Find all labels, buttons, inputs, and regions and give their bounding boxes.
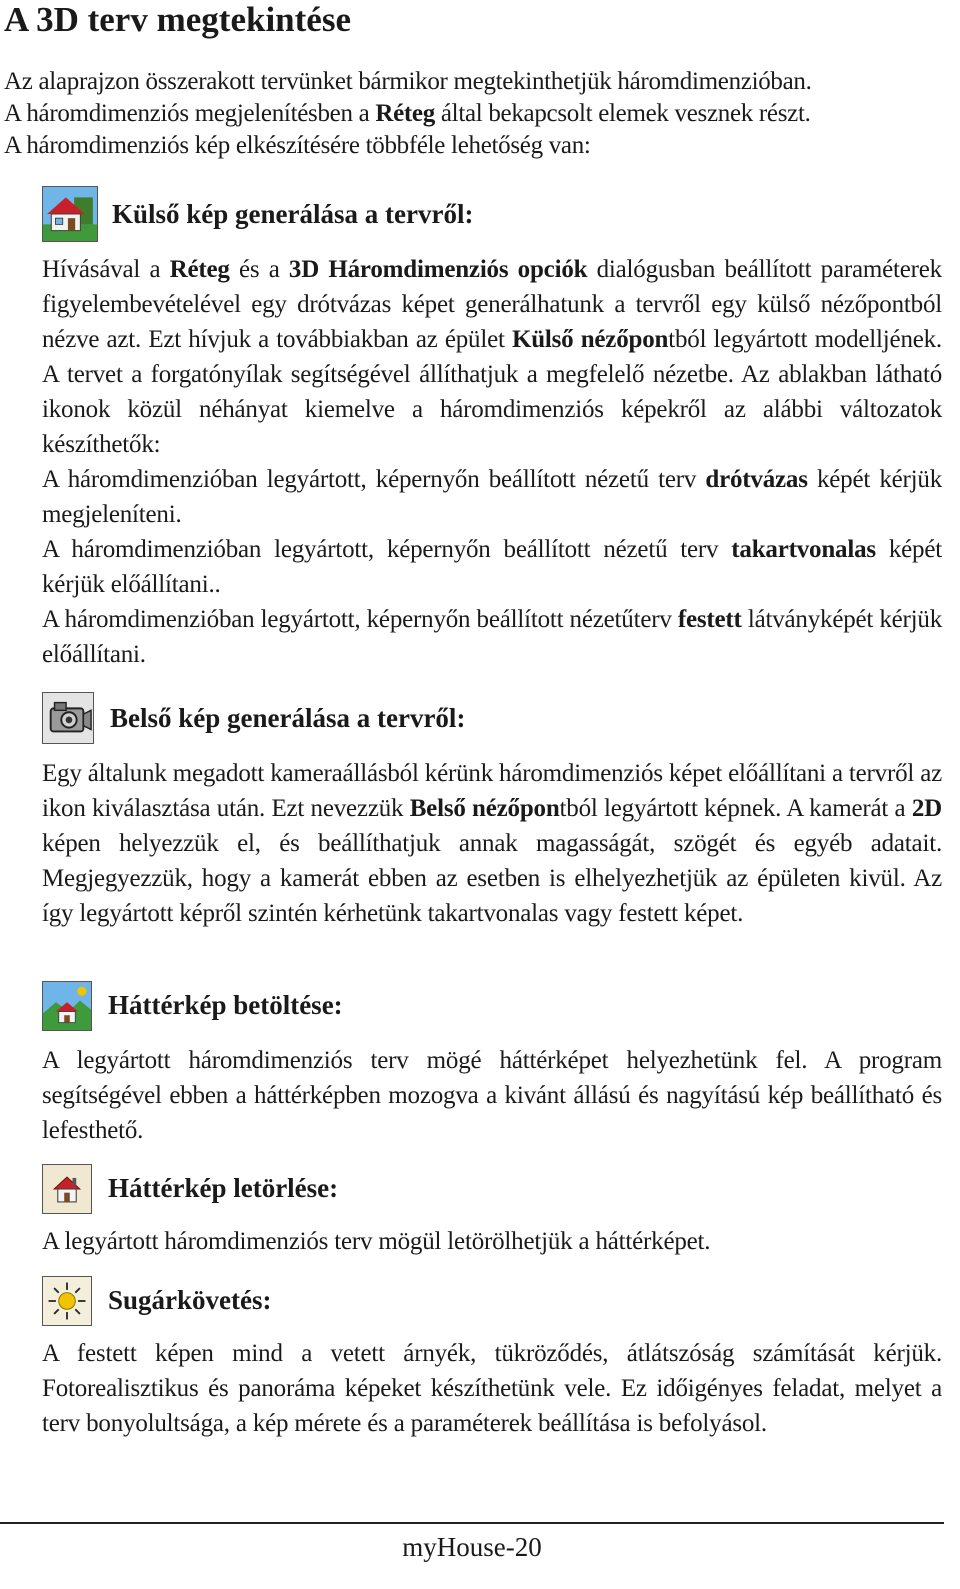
footer-divider (0, 1522, 944, 1524)
section-paragraph: Egy általunk megadott kameraállásból kérünk háromdimenziós képet előállítani a tervről az ikon kiválasztása után. Ezt nevezzük Belső nézőpontból legyártott képnek. A kamerát a 2D képen helyezzük el, és beállíthatjuk annak magasságát, szögét és egyéb adatait. Megjegyezzük, hogy a kamerát ebben az esetben is elhelyezhetjük az épületen kivül. Az így legyártott képről szintén kérhetünk takartvonalas vagy festett képet. (42, 760, 942, 927)
section-background-delete (42, 1164, 942, 1259)
section-paragraph: A háromdimenzióban legyártott, képernyőn beállított nézetűterv festett látványképét kérjük előállítani. (42, 606, 943, 668)
section-paragraph: A háromdimenzióban legyártott, képernyőn beállított nézetű terv drótvázas képét kérjük megjeleníteni. (42, 466, 943, 528)
intro-line-2: A háromdimenziós megjelenítésben a Réteg által bekapcsolt elemek vesznek részt. (4, 100, 811, 127)
section-ray-tracing (42, 1276, 942, 1441)
section-title: Belső kép generálása a tervről: (110, 703, 466, 733)
page-title: A 3D terv megtekintése (4, 0, 351, 39)
intro-line-3: A háromdimenziós kép elkészítésére többféle lehetőség van: (4, 132, 591, 159)
section-title: Sugárkövetés: (108, 1285, 272, 1315)
section-paragraph: A legyártott háromdimenziós terv mögül letörölhetjük a háttérképet. (42, 1228, 711, 1255)
section-paragraph: A háromdimenzióban legyártott, képernyőn beállított nézetű terv takartvonalas képét kérjük előállítani.. (42, 536, 942, 598)
section-title: Külső kép generálása a tervről: (112, 199, 474, 229)
section-paragraph: A legyártott háromdimenziós terv mögé háttérképet helyezhetünk fel. A program segítségével ebben a háttérképben mozogva a kivánt állású és nagyítású kép beállítható és lefesthető. (42, 1047, 942, 1144)
camera-icon (42, 692, 94, 744)
section-title: Háttérkép letörlése: (108, 1173, 339, 1203)
section-paragraph: Hívásával a Réteg és a 3D Háromdimenziós opciók dialógusban beállított paraméterek figyelembevételével egy drótvázas képet generálhatunk a tervről egy külső nézőpontból nézve azt. Ezt hívjuk a továbbiakban az épület Külső nézőpontból legyártott modelljének. A tervet a forgatónyílak segítségével állíthatjuk a megfelelő nézetbe. Az ablakban látható ikonok közül néhányat kiemelve a háromdimenziós képekről az alábbi változatok készíthetők: (42, 256, 942, 458)
intro-line-1: Az alaprajzon összerakott tervünket bármikor megtekinthetjük háromdimenzióban. (4, 68, 812, 95)
section-title: Háttérkép betöltése: (108, 990, 343, 1020)
sun-icon (42, 1276, 92, 1326)
page-footer: myHouse-20 (402, 1532, 542, 1562)
section-interior-view (42, 692, 942, 931)
intro-text (4, 66, 944, 162)
section-paragraph: A festett képen mind a vetett árnyék, tükröződés, átlátszóság számítását kérjük. Fotorealisztikus és panoráma képeket készíthetünk vele. Ez időigényes feladat, melyet a terv bonyolultsága, a kép mérete és a paraméterek beállítása is befolyásol. (42, 1340, 942, 1437)
house-delete-icon (42, 1164, 92, 1214)
landscape-house-icon (42, 981, 92, 1031)
section-background-load (42, 981, 942, 1148)
section-exterior-view (42, 186, 942, 672)
house-exterior-icon (42, 186, 98, 242)
